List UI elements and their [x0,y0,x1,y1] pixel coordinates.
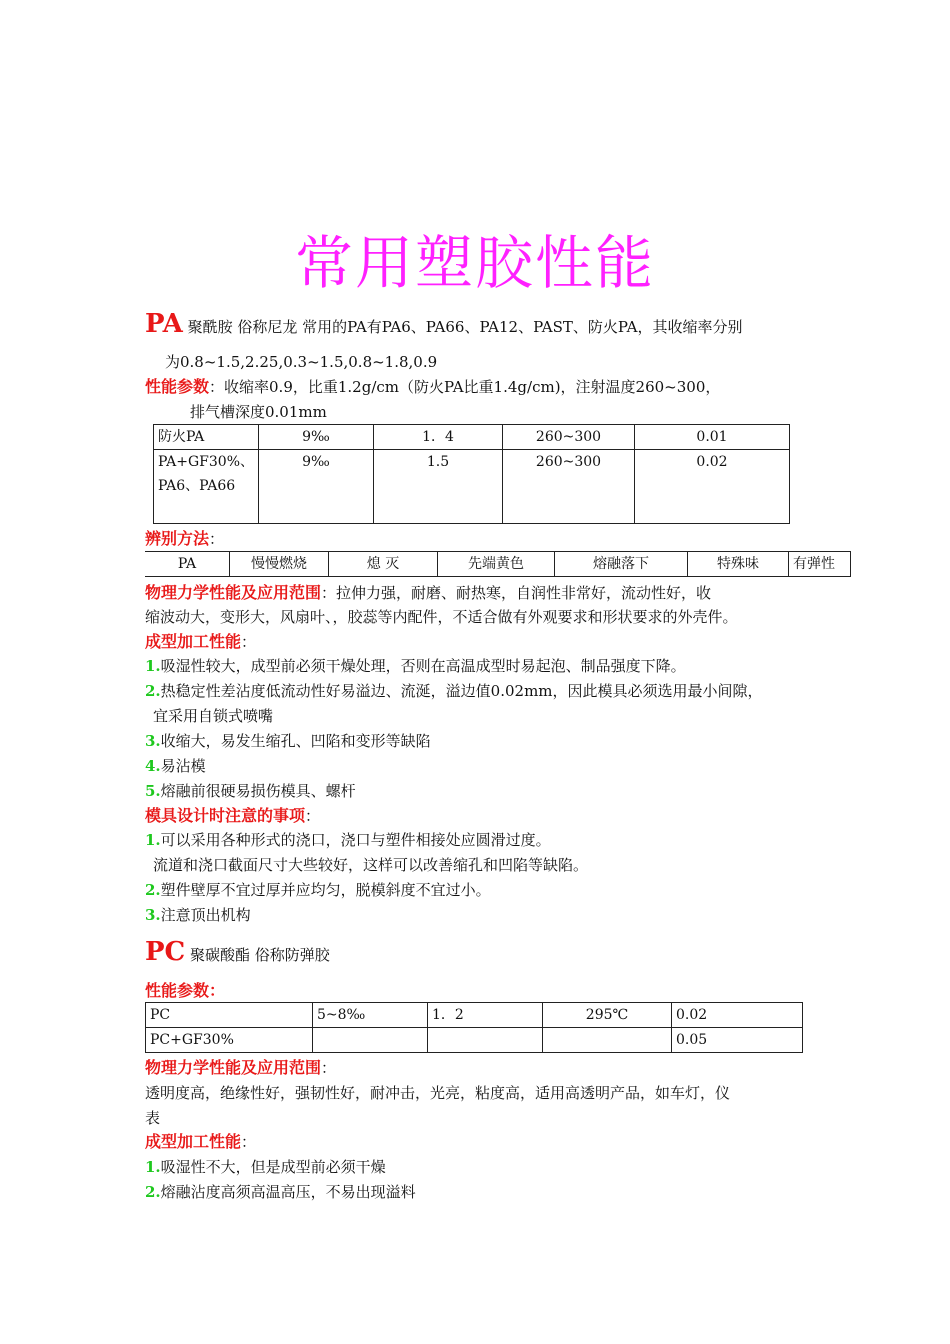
list-text: 收缩大，易发生缩孔、凹陷和变形等缺陷 [160,732,431,750]
table-cell: 熔融落下 [555,552,688,577]
table-cell: 0.02 [635,450,790,524]
pa-identify-colon: ： [209,530,225,548]
list-item [145,830,551,850]
pc-params-label: 性能参数： [145,981,226,1000]
pa-params-text: ：收缩率0.9，比重1.2g/cm（防火PA比重1.4g/cm)，注射温度260~300， [209,378,721,396]
pa-identify-line [145,529,224,549]
pa-mold-label: 模具设计时注意的事项 [145,806,306,825]
list-text: 热稳定性差沾度低流动性好易溢边、流涎，溢边值0.02mm，因此模具必须选用最小间隙， [160,682,763,700]
table-row [146,1003,803,1028]
pa-molding-label: 成型加工性能 [145,632,242,651]
table-cell: 防火PA [154,425,259,450]
list-number: 2. [145,682,161,700]
pc-molding-heading [145,1132,256,1152]
list-item [145,731,431,751]
table-cell: 熄 灭 [329,552,438,577]
pa-identify-table [145,551,851,577]
pc-phys-heading [145,1058,336,1078]
pa-intro-line [145,309,743,339]
table-row [146,1028,803,1053]
list-item [145,1182,416,1202]
list-text: 吸湿性较大，成型前必须干燥处理，否则在高温成型时易起泡、制品强度下降。 [160,657,686,675]
table-cell: 1.5 [374,450,503,524]
table-cell [313,1028,428,1053]
list-number: 2. [145,881,161,899]
list-item [145,756,206,776]
pc-intro: 聚碳酸酯 俗称防弹胶 [190,946,330,964]
pa-params-label: 性能参数 [145,377,210,396]
list-text: 流道和浇口截面尺寸大些较好，这样可以改善缩孔和凹陷等缺陷。 [153,856,589,874]
table-cell: 有弹性 [789,552,851,577]
table-cell: 260~300 [503,450,635,524]
table-cell: 先端黄色 [438,552,555,577]
page-title: 常用塑胶性能 [294,229,655,297]
pa-intro: 聚酰胺 俗称尼龙 常用的PA有PA6、PA66、PA12、PAST、防火PA，其收缩率分别 [187,318,743,336]
table-cell: 0.02 [672,1003,803,1028]
list-number: 1. [145,831,161,849]
list-item [153,855,588,875]
list-number: 1. [145,1158,161,1176]
list-item [145,905,251,925]
pc-phys-cont: 表 [145,1109,161,1127]
table-cell: PA+GF30%、PA6、PA66 [154,450,259,524]
list-item [145,1157,386,1177]
table-cell: 1．2 [428,1003,543,1028]
table-cell: 0.05 [672,1028,803,1053]
table-cell: PC [146,1003,313,1028]
list-item [145,781,356,801]
table-cell [543,1028,672,1053]
table-cell: 特殊味 [688,552,789,577]
table-cell [428,1028,543,1053]
pc-heading: PC [145,937,186,967]
list-number: 4. [145,757,161,775]
pa-molding-heading [145,632,256,652]
table-row [154,450,790,524]
table-cell: 295℃ [543,1003,672,1028]
list-text: 熔融前很硬易损伤模具、螺杆 [160,782,356,800]
list-item [145,880,491,900]
list-text: 塑件壁厚不宜过厚并应均匀，脱模斜度不宜过小。 [160,881,491,899]
table-cell: 5~8‰ [313,1003,428,1028]
pa-heading: PA [145,309,183,339]
pa-params-table [153,424,790,524]
list-text: 宜采用自锁式喷嘴 [153,707,274,725]
list-item [145,681,763,701]
pa-phys-cont: 缩波动大，变形大，风扇叶、，胶蕊等内配件，不适合做有外观要求和形状要求的外壳件。 [145,608,738,626]
list-text: 可以采用各种形式的浇口，浇口与塑件相接处应圆滑过度。 [160,831,551,849]
table-row [145,552,851,577]
pc-phys-label: 物理力学性能及应用范围 [145,1058,322,1077]
table-cell: 1．4 [374,425,503,450]
pc-phys-colon: ： [321,1059,337,1077]
pc-molding-colon: ： [241,1133,257,1151]
list-number: 5. [145,782,161,800]
pa-phys-text: ：拉伸力强，耐磨、耐热寒，自润性非常好，流动性好，收 [321,584,712,602]
list-number: 1. [145,657,161,675]
pc-params-table [145,1002,803,1053]
list-text: 吸湿性不大，但是成型前必须干燥 [160,1158,386,1176]
pa-intro-cont: 为0.8~1.5,2.25,0.3~1.5,0.8~1.8,0.9 [165,353,438,371]
list-number: 3. [145,732,161,750]
pc-phys-text: 透明度高，绝缘性好，强韧性好，耐冲击，光亮，粘度高，适用高透明产品，如车灯，仪 [145,1084,731,1102]
pa-mold-heading [145,806,320,826]
list-text: 熔融沾度高须高温高压，不易出现溢料 [160,1183,416,1201]
table-cell: PC+GF30% [146,1028,313,1053]
pa-mold-colon: ： [305,807,321,825]
table-cell: 0.01 [635,425,790,450]
table-cell: 260~300 [503,425,635,450]
table-cell: PA [145,552,230,577]
pa-molding-colon: ： [241,633,257,651]
table-cell: 慢慢燃烧 [230,552,329,577]
pa-identify-label: 辨别方法 [145,529,210,548]
list-number: 2. [145,1183,161,1201]
list-number: 3. [145,906,161,924]
pc-params-heading [145,981,225,1001]
table-cell: 9‰ [259,450,374,524]
table-row [154,425,790,450]
pa-phys-line [145,583,711,603]
pc-intro-line [145,937,330,967]
list-text: 易沾模 [160,757,206,775]
pa-params-line [145,377,720,397]
list-item [153,706,273,726]
pa-params-cont: 排气槽深度0.01mm [190,403,327,421]
table-cell: 9‰ [259,425,374,450]
list-text: 注意顶出机构 [160,906,251,924]
pa-phys-label: 物理力学性能及应用范围 [145,583,322,602]
pc-molding-label: 成型加工性能 [145,1132,242,1151]
list-item [145,656,686,676]
